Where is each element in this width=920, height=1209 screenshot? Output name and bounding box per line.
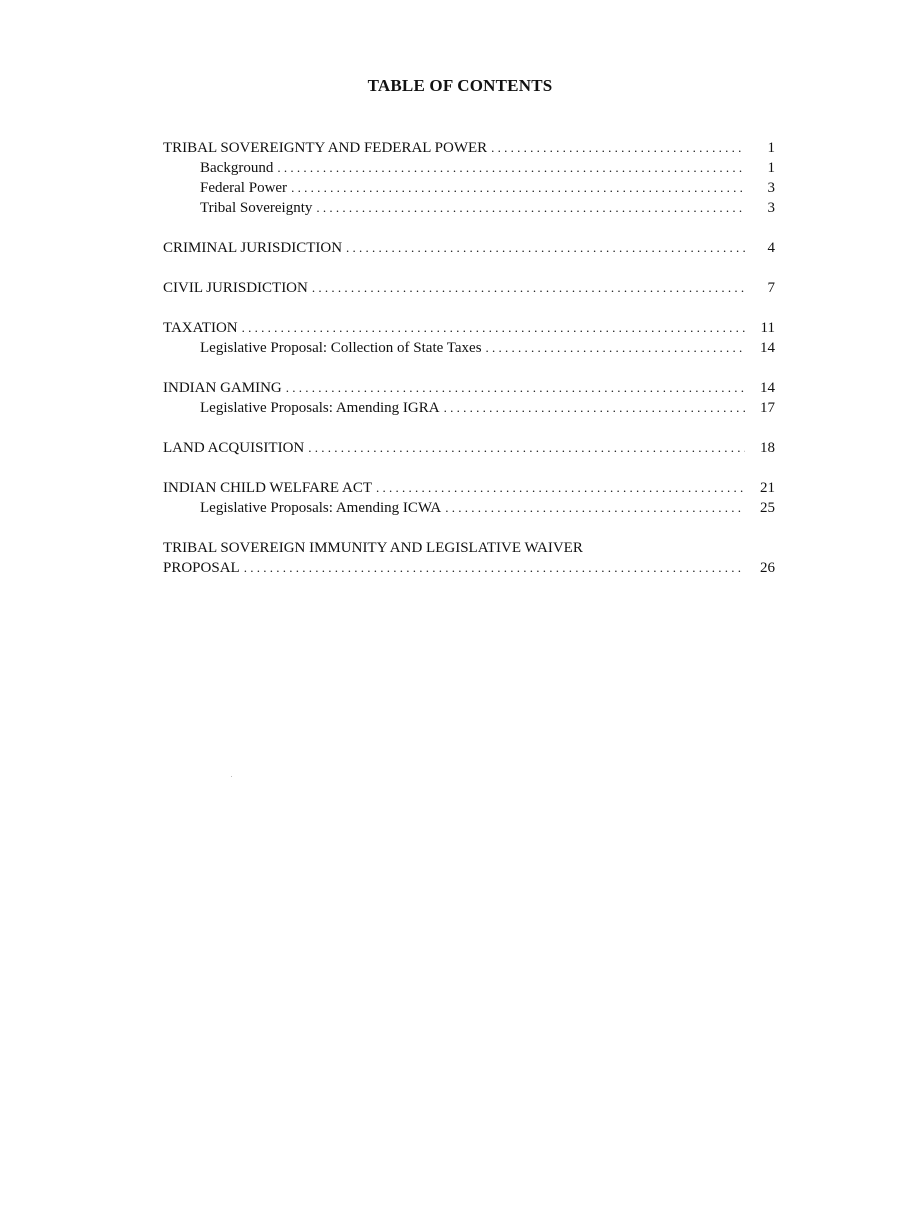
toc-section bbox=[163, 538, 775, 578]
dot-leader bbox=[346, 238, 745, 258]
page-number: 1 bbox=[767, 160, 775, 176]
toc-heading-label: CIVIL JURISDICTION bbox=[163, 280, 308, 296]
toc-heading bbox=[163, 378, 775, 398]
scan-speck bbox=[231, 776, 232, 777]
toc-subentry bbox=[163, 198, 775, 218]
page-number: 7 bbox=[767, 280, 775, 296]
dot-leader bbox=[444, 398, 745, 418]
dot-leader bbox=[316, 198, 745, 218]
page-number: 14 bbox=[760, 380, 775, 396]
toc-heading-label: CRIMINAL JURISDICTION bbox=[163, 240, 343, 256]
page-number: 4 bbox=[767, 240, 775, 256]
page-number: 1 bbox=[767, 140, 775, 156]
dot-leader bbox=[242, 318, 745, 338]
toc-subentry bbox=[163, 178, 775, 198]
toc-section bbox=[163, 138, 775, 218]
toc-subentry bbox=[163, 398, 775, 418]
toc-section bbox=[163, 378, 775, 418]
page-number: 18 bbox=[760, 440, 775, 456]
toc-heading-label: TAXATION bbox=[163, 320, 238, 336]
toc-subentry bbox=[163, 498, 775, 518]
toc-heading bbox=[163, 558, 775, 578]
toc-section bbox=[163, 438, 775, 458]
table-of-contents bbox=[163, 138, 775, 598]
toc-heading-label: PROPOSAL bbox=[163, 560, 240, 576]
toc-heading-label: LAND ACQUISITION bbox=[163, 440, 305, 456]
dot-leader bbox=[376, 478, 745, 498]
page-number: 11 bbox=[760, 320, 775, 336]
dot-leader bbox=[445, 498, 745, 518]
toc-section bbox=[163, 318, 775, 358]
page-number: 21 bbox=[760, 480, 775, 496]
dot-leader bbox=[277, 158, 745, 178]
page-number: 3 bbox=[767, 200, 775, 216]
page-number: 25 bbox=[760, 500, 775, 516]
toc-heading-label: TRIBAL SOVEREIGNTY AND FEDERAL POWER bbox=[163, 140, 488, 156]
toc-heading bbox=[163, 318, 775, 338]
toc-heading bbox=[163, 438, 775, 458]
toc-section bbox=[163, 278, 775, 298]
page-number: 3 bbox=[767, 180, 775, 196]
toc-heading bbox=[163, 238, 775, 258]
toc-section bbox=[163, 238, 775, 258]
toc-heading-first-line: TRIBAL SOVEREIGN IMMUNITY AND LEGISLATIVE WAIVER bbox=[163, 540, 583, 556]
toc-subentry-label: Legislative Proposals: Amending ICWA bbox=[200, 500, 442, 516]
page-number: 26 bbox=[760, 560, 775, 576]
toc-subentry-label: Legislative Proposals: Amending IGRA bbox=[200, 400, 440, 416]
dot-leader bbox=[291, 178, 745, 198]
toc-heading-label: INDIAN GAMING bbox=[163, 380, 282, 396]
toc-subentry bbox=[163, 158, 775, 178]
dot-leader bbox=[491, 138, 745, 158]
dot-leader bbox=[244, 558, 745, 578]
dot-leader bbox=[286, 378, 745, 398]
toc-subentry bbox=[163, 338, 775, 358]
dot-leader bbox=[312, 278, 745, 298]
dot-leader bbox=[486, 338, 745, 358]
toc-heading bbox=[163, 278, 775, 298]
dot-leader bbox=[308, 438, 745, 458]
toc-section bbox=[163, 478, 775, 518]
toc-heading-label: INDIAN CHILD WELFARE ACT bbox=[163, 480, 373, 496]
toc-subentry-label: Federal Power bbox=[200, 180, 288, 196]
page-number: 14 bbox=[760, 340, 775, 356]
toc-subentry-label: Legislative Proposal: Collection of State Taxes bbox=[200, 340, 482, 356]
page-number: 17 bbox=[760, 400, 775, 416]
page-title: TABLE OF CONTENTS bbox=[367, 76, 553, 95]
toc-subentry-label: Background bbox=[200, 160, 274, 176]
toc-heading bbox=[163, 478, 775, 498]
toc-subentry-label: Tribal Sovereignty bbox=[200, 200, 313, 216]
toc-heading bbox=[163, 138, 775, 158]
